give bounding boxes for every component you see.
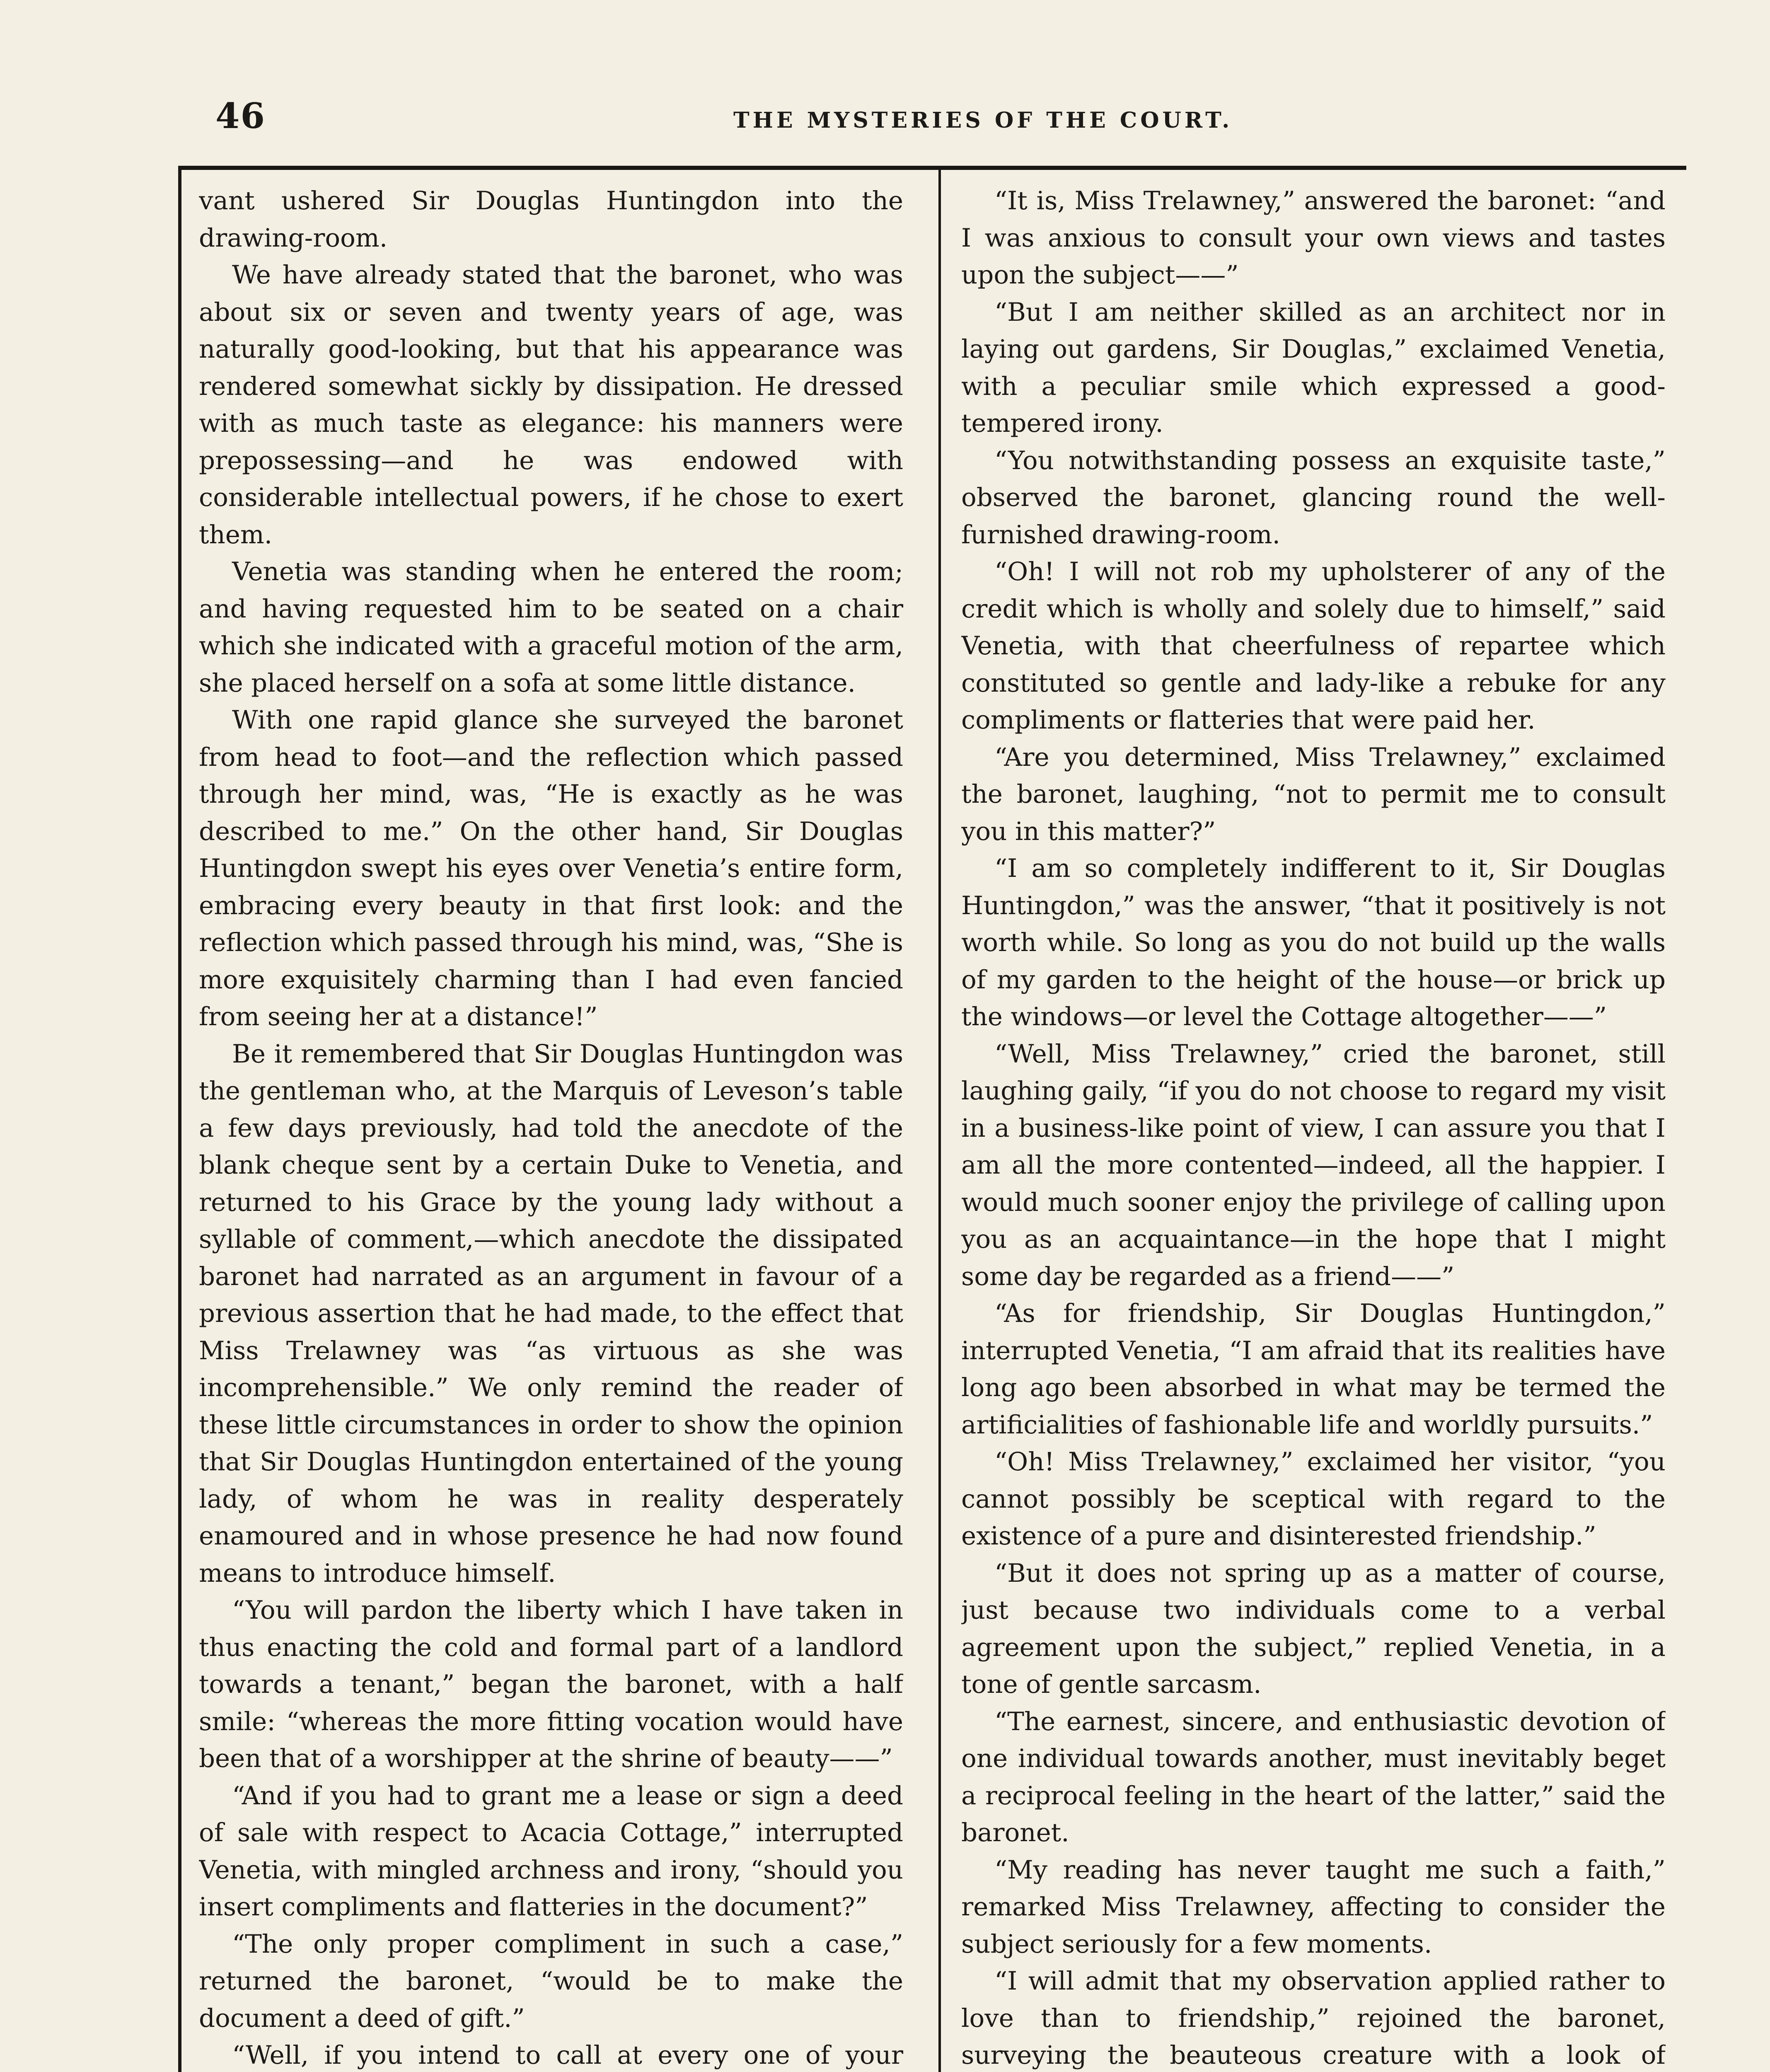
paragraph: “The only proper compliment in such a case,” returned the baronet, “would be to make the document a deed of gift.” xyxy=(199,1929,903,2033)
paragraph: “Well, if you intend to call at every one of your xyxy=(232,2041,903,2070)
top-rule xyxy=(178,166,1686,170)
running-title: THE MYSTERIES OF THE COURT. xyxy=(733,108,1233,133)
paragraph: Be it remembered that Sir Douglas Huntingdon was the gentleman who, at the Marquis of Leveson’s table a few days previously, had told the anecdote of the blank cheque sent by a certain Duke to Venetia, and returned to his Grace by the young lady without a syllable of comment,—which anecdote the dissipated baronet had narrated as an argument in favour of a previous assertion that he had made, to the effect that Miss Trelawney was “as virtuous as she was incomprehensible.” We only remind the reader of these little circumstances in order to show the opinion that Sir Douglas Huntingdon entertained of the young lady, of whom he was in reality desperately enamoured and in whose presence he had now found means to introduce himself. xyxy=(199,1039,903,1588)
paragraph: “I will admit that my observation applied rather to love than to friendship,” rejoined the baronet, surveying the beauteous creature with a look of xyxy=(961,1966,1666,2070)
paragraph: “My reading has never taught me such a faith,” remarked Miss Trelawney, affecting to consider the subject seriously for a few moments. xyxy=(961,1855,1666,1959)
paragraph: “And if you had to grant me a lease or sign a deed of sale with respect to Acacia Cottage,” interrupted Venetia, with mingled archness and irony, “should you insert compliments and flatteries in the document?” xyxy=(199,1781,903,1922)
paragraph: “The earnest, sincere, and enthusiastic devotion of one individual towards another, must inevitably beget a reciprocal feeling in the heart of the latter,” said the baronet. xyxy=(961,1706,1666,1847)
paragraph: “Oh! I will not rob my upholsterer of any of the credit which is wholly and solely due to himself,” said Venetia, with that cheerfulness of repartee which constituted so gentle and lady-like a rebuke for any compliments or flatteries that were paid her. xyxy=(961,557,1666,735)
paragraph: “You notwithstanding possess an exquisite taste,” observed the baronet, glancing round the well-furnished drawing-room. xyxy=(961,445,1666,549)
running-head xyxy=(178,87,1690,166)
paragraph: “Well, Miss Trelawney,” cried the baronet, still laughing gaily, “if you do not choose to regard my visit in a business-like point of view, I can assure you that I am all the more contented—indeed, all the happier. I would much sooner enjoy the privilege of calling upon you as an acquaintance—in the hope that I might some day be regarded as a friend——” xyxy=(961,1039,1666,1291)
paragraph: “But it does not spring up as a matter of course, just because two individuals come to a verbal agreement upon the subject,” replied Venetia, in a tone of gentle sarcasm. xyxy=(961,1558,1666,1699)
column-divider xyxy=(938,170,941,2072)
paragraph: With one rapid glance she surveyed the baronet from head to foot—and the reflection which passed through her mind, was, “He is exactly as he was described to me.” On the other hand, Sir Douglas Huntingdon swept his eyes over Venetia’s entire form, embracing every beauty in that first look: and the reflection which passed through his mind, was, “She is more exquisitely charming than I had even fancied from seeing her at a distance!” xyxy=(199,705,903,1031)
book-page xyxy=(178,87,1690,2072)
paragraph: “I am so completely indifferent to it, Sir Douglas Huntingdon,” was the answer, “that it positively is not worth while. So long as you do not build up the walls of my garden to the height of the house—or brick up the windows—or level the Cottage altogether——” xyxy=(961,854,1666,1031)
paragraph: “You will pardon the liberty which I have taken in thus enacting the cold and formal part of a landlord towards a tenant,” began the baronet, with a half smile: “whereas the more fitting vocation would have been that of a worshipper at the shrine of beauty——” xyxy=(199,1595,903,1773)
paragraph: “But I am neither skilled as an architect nor in laying out gardens, Sir Douglas,” exclaimed Venetia, with a peculiar smile which expressed a good-tempered irony. xyxy=(961,297,1666,438)
page-number: 46 xyxy=(215,95,266,136)
left-rule xyxy=(178,166,181,2072)
paragraph: “It is, Miss Trelawney,” answered the baronet: “and I was anxious to consult your own views and tastes upon the subject——” xyxy=(961,186,1666,290)
paragraph: “As for friendship, Sir Douglas Huntingdon,” interrupted Venetia, “I am afraid that its realities have long ago been absorbed in what may be termed the artificialities of fashionable life and worldly pursuits.” xyxy=(961,1299,1666,1440)
paragraph: Venetia was standing when he entered the room; and having requested him to be seated on a chair which she indicated with a graceful motion of the arm, she placed herself on a sofa at some little distance. xyxy=(199,557,903,698)
paragraph: vant ushered Sir Douglas Huntingdon into the drawing-room. xyxy=(199,186,903,253)
paragraph: “Oh! Miss Trelawney,” exclaimed her visitor, “you cannot possibly be sceptical with regard to the existence of a pure and disinterested friendship.” xyxy=(961,1447,1666,1551)
left-column xyxy=(199,182,903,2072)
paragraph: We have already stated that the baronet, who was about six or seven and twenty years of age, was naturally good-looking, but that his appearance was rendered somewhat sickly by dissipation. He dressed with as much taste as elegance: his manners were prepossessing—and he was endowed with considerable intellectual powers, if he chose to exert them. xyxy=(199,260,903,549)
paragraph: “Are you determined, Miss Trelawney,” exclaimed the baronet, laughing, “not to permit me to consult you in this matter?” xyxy=(961,742,1666,846)
right-column xyxy=(961,182,1666,2072)
